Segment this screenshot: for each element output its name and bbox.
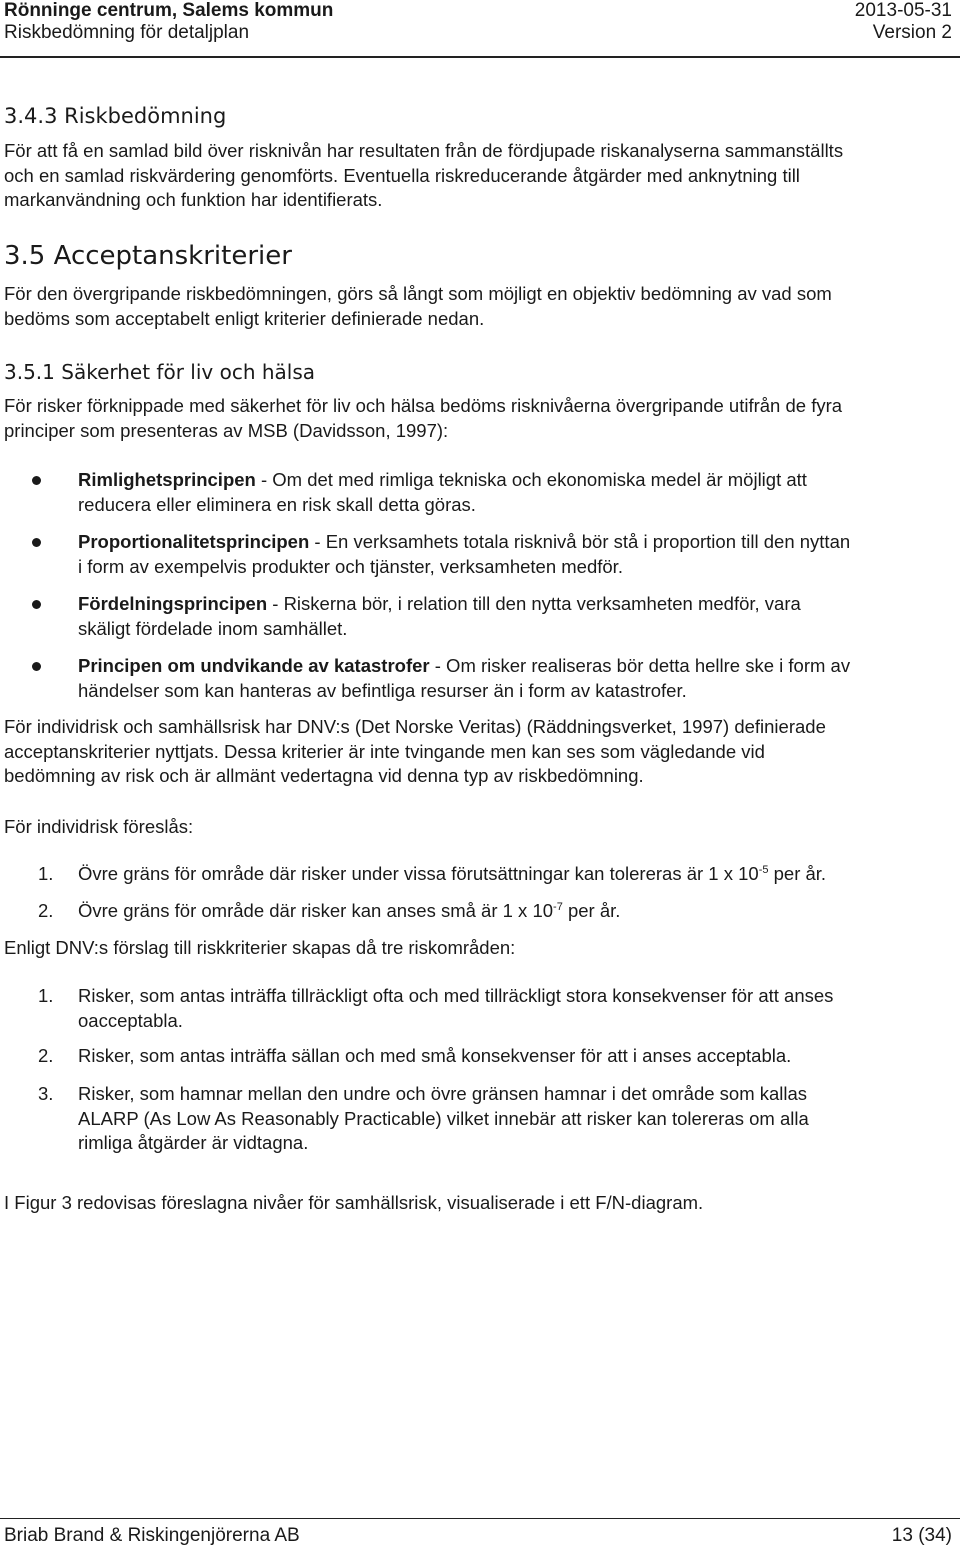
paragraph-sakerhet (4, 394, 954, 443)
text-line: För risker förknippade med säkerhet för liv och hälsa bedöms risknivåerna övergripande utifrån de fyra (4, 395, 843, 416)
paragraph-riskbedomning (4, 139, 954, 213)
bullet-icon (32, 662, 41, 671)
item-text: Övre gräns för område där risker under vissa förutsättningar kan tolereras är 1 x 10 (78, 863, 759, 884)
item-text: per år. (562, 900, 621, 921)
page-number: 13 (34) (891, 1525, 952, 1546)
item-number: 2. (38, 1045, 54, 1066)
principle-text: reducera eller eliminera en risk skall detta göras. (78, 493, 476, 515)
principle-text: - Om det med rimliga tekniska och ekonomiska medel är möjligt att (255, 469, 807, 490)
exponent: -5 (758, 864, 769, 876)
principle-text: skäligt fördelade inom samhället. (78, 617, 348, 639)
text-line: och en samlad riskvärdering genomförts. Eventuella riskreducerande åtgärder med anknytning till (4, 164, 800, 186)
text-line: För individrisk och samhällsrisk har DNV:s (Det Norske Veritas) (Räddningsverket, 1997) definierade (4, 716, 826, 737)
item-text: rimliga åtgärder är vidtagna. (78, 1132, 309, 1153)
text-line: acceptanskriterier nyttjats. Dessa kriterier är inte tvingande men kan ses som vägledande vid (4, 740, 765, 762)
heading-3-4-3: 3.4.3 Riskbedömning (4, 104, 227, 128)
text-line: För att få en samlad bild över risknivån har resultaten från de fördjupade riskanalyserna sammanställts (4, 140, 844, 161)
paragraph-riskomraden-intro: Enligt DNV:s förslag till riskkriterier skapas då tre riskområden: (4, 937, 516, 958)
page-header-row-2 (4, 22, 952, 44)
bullet-icon (32, 476, 41, 485)
page-footer (4, 1525, 952, 1547)
text-line: I Figur 3 redovisas föreslagna nivåer för samhällsrisk, visualiserade i ett F/N-diagram. (4, 1192, 704, 1213)
item-number: 1. (38, 985, 54, 1006)
principle-text: i form av exempelvis produkter och tjänster, verksamheten medför. (78, 555, 623, 577)
principle-term: Proportionalitetsprincipen (78, 531, 310, 552)
document-date: 2013-05-31 (854, 0, 952, 21)
text-line: principer som presenteras av MSB (Davidsson, 1997): (4, 419, 449, 441)
list-item-principle (4, 530, 954, 580)
principle-text: - En verksamhets totala risknivå bör stå i proportion till den nyttan (309, 531, 851, 552)
item-text: Risker, som antas inträffa sällan och med små konsekvenser för att i anses acceptabla. (78, 1045, 792, 1066)
item-number: 2. (38, 900, 54, 921)
item-number: 1. (38, 863, 54, 884)
text-line: bedöms som acceptabelt enligt kriterier definierade nedan. (4, 307, 485, 329)
document-subtitle: Riskbedömning för detaljplan (4, 22, 250, 43)
heading-3-5: 3.5 Acceptanskriterier (4, 241, 292, 271)
bullet-icon (32, 538, 41, 547)
principle-term: Rimlighetsprincipen (78, 469, 256, 490)
footer-divider (0, 1518, 960, 1519)
numbered-item (4, 1082, 954, 1157)
item-text: Övre gräns för område där risker kan anses små är 1 x 10 (78, 900, 554, 921)
numbered-item (4, 899, 954, 924)
list-item-principle (4, 592, 954, 642)
numbered-item (4, 1044, 954, 1069)
text-line: bedömning av risk och är allmänt vedertagna vid denna typ av riskbedömning. (4, 765, 644, 786)
principle-text: - Om risker realiseras bör detta hellre ske i form av (429, 655, 851, 676)
list-item-principle (4, 468, 954, 518)
header-divider (0, 56, 960, 58)
principle-term: Fördelningsprincipen (78, 593, 268, 614)
document-title: Rönninge centrum, Salems kommun (4, 0, 334, 21)
text-line: markanvändning och funktion har identifierats. (4, 189, 383, 210)
numbered-item (4, 862, 954, 887)
principle-text: - Riskerna bör, i relation till den nytta verksamheten medför, vara (267, 593, 801, 614)
item-number: 3. (38, 1083, 54, 1104)
item-text: Risker, som hamnar mellan den undre och övre gränsen hamnar i det område som kallas (78, 1083, 808, 1104)
item-text: ALARP (As Low As Reasonably Practicable) vilket innebär att risker kan tolereras om alla (78, 1107, 809, 1129)
page-header-row-1 (4, 0, 952, 22)
footer-company: Briab Brand & Riskingenjörerna AB (4, 1525, 300, 1546)
paragraph-individrisk-intro: För individrisk föreslås: (4, 816, 194, 837)
paragraph-figure-reference (4, 1191, 954, 1216)
item-text: oacceptabla. (78, 1009, 183, 1031)
document-version: Version 2 (872, 22, 952, 43)
text-line: För den övergripande riskbedömningen, görs så långt som möjligt en objektiv bedömning av vad som (4, 283, 832, 304)
heading-3-5-1: 3.5.1 Säkerhet för liv och hälsa (4, 360, 316, 384)
exponent: -7 (553, 901, 563, 913)
principle-term: Principen om undvikande av katastrofer (78, 655, 430, 676)
bullet-icon (32, 600, 41, 609)
item-text: per år. (768, 863, 827, 884)
principle-text: händelser som kan hanteras av befintliga resurser än i form av katastrofer. (78, 679, 687, 701)
paragraph-acceptanskriterier (4, 282, 954, 331)
paragraph-dnv (4, 715, 954, 789)
item-text: Risker, som antas inträffa tillräckligt ofta och med tillräckligt stora konsekvenser för att anses (78, 985, 834, 1006)
list-item-principle (4, 654, 954, 704)
numbered-item (4, 984, 954, 1034)
